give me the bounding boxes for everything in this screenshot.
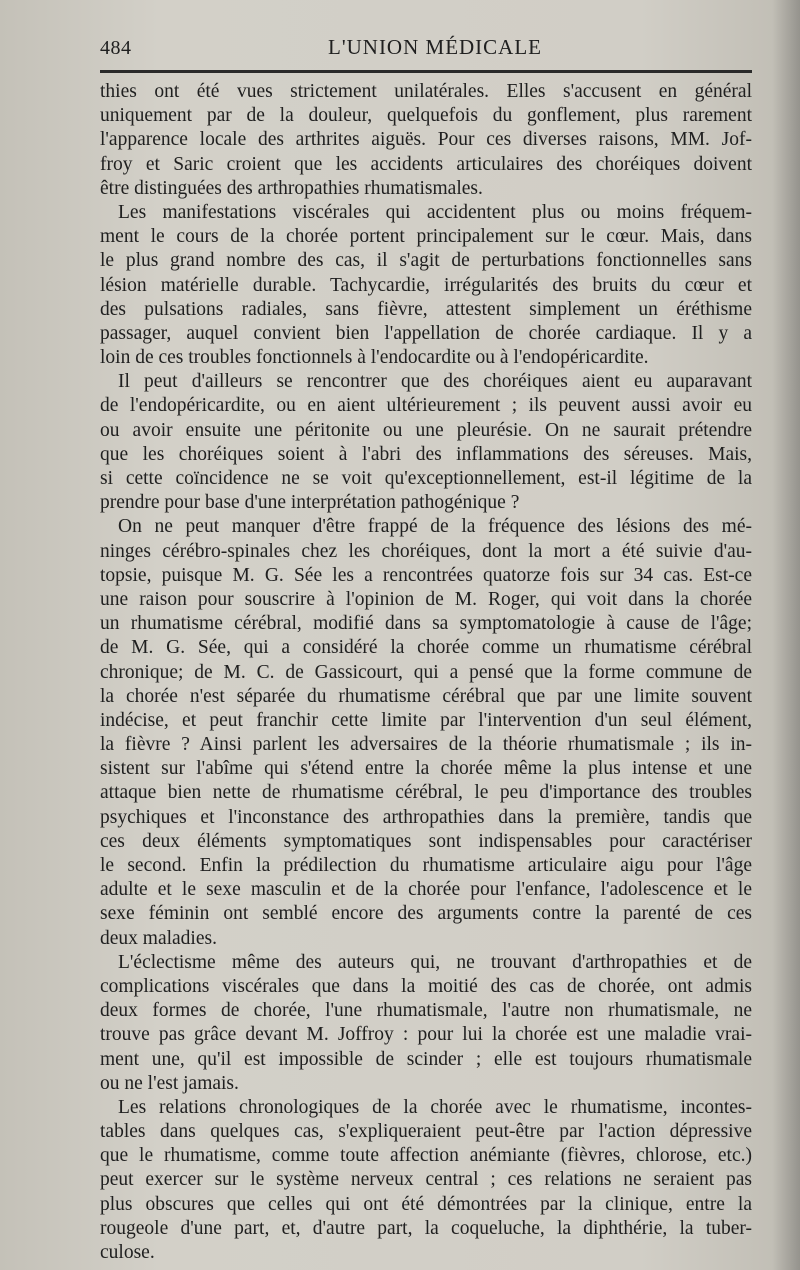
text-line: uniquement par de la douleur, quelquefois du gonflement, plus rarement — [100, 105, 752, 127]
text-line: le plus grand nombre des cas, il s'agit de perturbations fonctionnelles sans — [100, 250, 752, 272]
text-line: être distinguées des arthropathies rhumatismales. — [100, 177, 483, 199]
text-line: indécise, et peut franchir cette limite par l'intervention d'un seul élément, — [100, 709, 752, 731]
text-line: la fièvre ? Ainsi parlent les adversaires de la théorie rhumatismale ; ils in- — [100, 734, 752, 756]
text-line: complications viscérales que dans la moitié des cas de chorée, ont admis — [100, 975, 752, 997]
text-line: Les relations chronologiques de la chorée avec le rhumatisme, incontes- — [118, 1096, 752, 1118]
page-edge-shadow — [772, 0, 800, 1270]
text-line: si cette coïncidence ne se voit qu'exceptionnellement, est-il légitime de la — [100, 468, 752, 489]
text-line: de M. G. Sée, qui a considéré la chorée comme un rhumatisme cérébral — [100, 637, 752, 659]
text-line: Il peut d'ailleurs se rencontrer que des choréiques aient eu auparavant — [118, 371, 752, 393]
text-line: plus obscures que celles qui ont été démontrées par la clinique, entre la — [100, 1193, 752, 1215]
text-line: le second. Enfin la prédilection du rhumatisme articulaire aigu pour l'âge — [100, 855, 752, 876]
header-rule — [100, 70, 752, 73]
text-line: culose. — [100, 1242, 155, 1263]
text-line: ment le cours de la chorée portent principalement sur le cœur. Mais, dans — [100, 226, 752, 248]
text-line: des pulsations radiales, sans fièvre, attestent simplement un éréthisme — [100, 298, 752, 320]
text-line: prendre pour base d'une interprétation pathogénique ? — [100, 492, 520, 514]
text-line: attaque bien nette de rhumatisme cérébral, le peu d'importance des troubles — [100, 782, 752, 804]
text-line: ninges cérébro-spinales chez les choréiques, dont la mort a été suivie d'au- — [100, 540, 752, 562]
text-line: la chorée n'est séparée du rhumatisme cérébral que par une limite souvent — [100, 685, 752, 707]
text-line: froy et Saric croient que les accidents articulaires des choréiques doivent — [100, 153, 752, 175]
text-line: trouve pas grâce devant M. Joffroy : pour lui la chorée est une maladie vrai- — [100, 1024, 752, 1046]
text-line: ou avoir ensuite une péritonite ou une pleurésie. On ne saurait prétendre — [100, 419, 752, 441]
text-line: que le rhumatisme, comme toute affection anémiante (fièvres, chlorose, etc.) — [100, 1145, 752, 1167]
text-line: un rhumatisme cérébral, modifié dans sa symptomatologie à cause de l'âge; — [100, 613, 752, 635]
text-line: peut exercer sur le système nerveux central ; ces relations ne seraient pas — [100, 1169, 752, 1191]
text-line: deux maladies. — [100, 927, 217, 949]
text-line: l'apparence locale des arthrites aiguës. Pour ces diverses raisons, MM. Jof- — [100, 129, 752, 151]
body-text — [100, 80, 752, 1265]
text-line: ment une, qu'il est impossible de scinder ; elle est toujours rhumatismale — [100, 1048, 752, 1070]
text-line: lésion matérielle durable. Tachycardie, irrégularités des bruits du cœur et — [100, 274, 752, 296]
page-header — [100, 33, 750, 63]
text-line: Les manifestations viscérales qui accidentent plus ou moins fréquem- — [118, 201, 752, 223]
text-line: loin de ces troubles fonctionnels à l'endocardite ou à l'endopéricardite. — [100, 347, 649, 369]
text-line: passager, auquel convient bien l'appellation de chorée cardiaque. Il y a — [100, 322, 752, 344]
text-line: deux formes de chorée, l'une rhumatismale, l'autre non rhumatismale, ne — [100, 1000, 752, 1022]
text-line: de l'endopéricardite, ou en aient ultérieurement ; ils peuvent aussi avoir eu — [100, 395, 752, 417]
text-line: adulte et le sexe masculin et de la chorée pour l'enfance, l'adolescence et le — [100, 879, 752, 901]
text-line: que les choréiques soient à l'abri des inflammations des séreuses. Mais, — [100, 443, 752, 465]
page-number: 484 — [100, 37, 132, 59]
text-line: ces deux éléments symptomatiques sont indispensables pour caractériser — [100, 830, 752, 852]
text-line: ou ne l'est jamais. — [100, 1072, 239, 1094]
text-line: sexe féminin ont semblé encore des arguments contre la parenté de ces — [100, 903, 752, 925]
text-line: sistent sur l'abîme qui s'étend entre la chorée même la plus intense et une — [100, 758, 752, 780]
text-line: On ne peut manquer d'être frappé de la fréquence des lésions des mé- — [118, 516, 752, 538]
text-line: L'éclectisme même des auteurs qui, ne trouvant d'arthropathies et de — [118, 951, 752, 973]
running-title: L'UNION MÉDICALE — [328, 35, 543, 59]
text-line: topsie, puisque M. G. Sée les a rencontrées quatorze fois sur 34 cas. Est-ce — [100, 564, 752, 586]
text-line: chronique; de M. C. de Gassicourt, qui a pensé que la forme commune de — [100, 661, 752, 683]
text-line: psychiques et l'inconstance des arthropathies dans la première, tandis que — [100, 806, 752, 828]
text-line: thies ont été vues strictement unilatérales. Elles s'accusent en général — [100, 81, 752, 102]
text-line: tables dans quelques cas, s'expliqueraient peut-être par l'action dépressive — [100, 1121, 752, 1143]
text-line: une raison pour souscrire à l'opinion de M. Roger, qui voit dans la chorée — [100, 588, 752, 610]
text-line: rougeole d'une part, et, d'autre part, la coqueluche, la diphthérie, la tuber- — [100, 1217, 752, 1239]
